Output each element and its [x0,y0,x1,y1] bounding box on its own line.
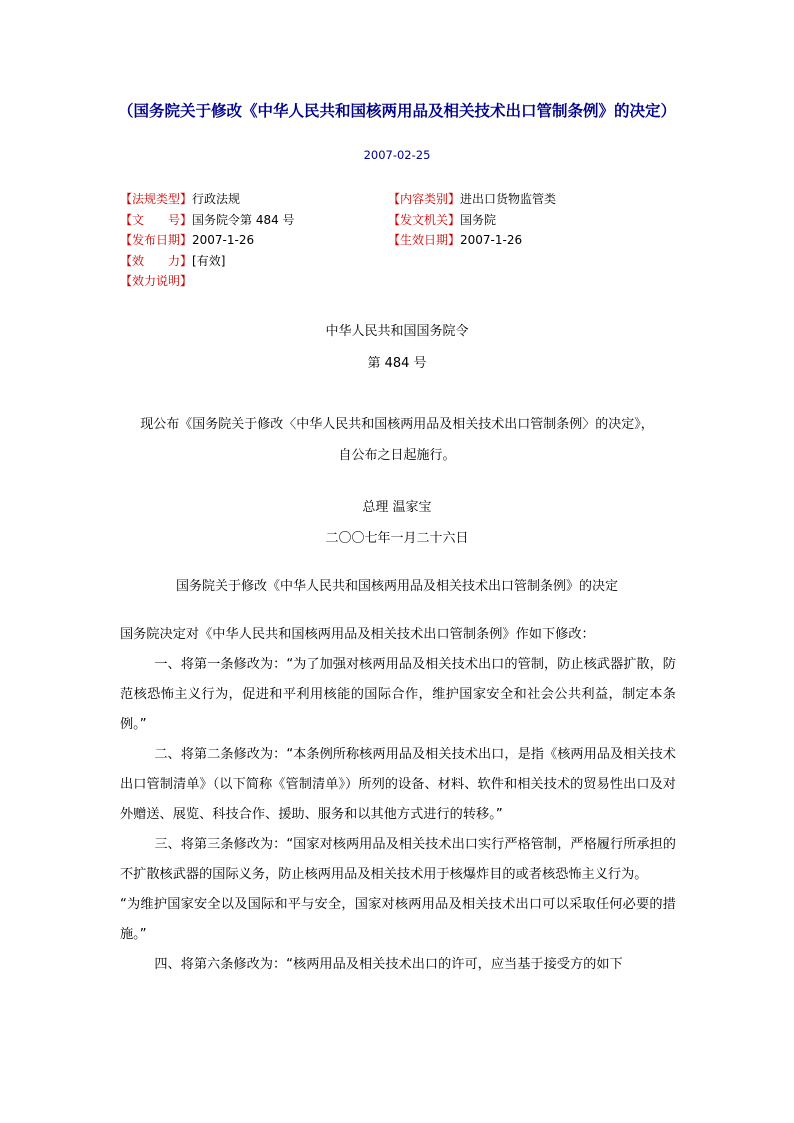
meta-value: 2007-1-26 [460,233,523,248]
amendment-item-3-continued: “为维护国家安全以及国际和平与安全，国家对核两用品及相关技术出口可以采取任何必要的措施。” [120,897,676,942]
meta-label: 【内容类别】 [388,192,461,206]
signature: 总理 温家宝 [362,500,432,515]
meta-label: 【发布日期】 [120,233,193,248]
decision-body [120,620,676,980]
meta-row [120,230,680,251]
meta-label: 【发文机关】 [388,212,461,227]
signature-date: 二〇〇七年一月二十六日 [325,531,469,546]
meta-law-type [120,189,388,210]
meta-value: 国务院 [460,212,497,227]
decision-title: 国务院关于修改《中华人民共和国核两用品及相关技术出口管制条例》的决定 [175,579,618,594]
document-date: 2007-02-25 [363,148,431,162]
amendment-item-3: 三、将第三条修改为：“国家对核两用品及相关技术出口实行严格管制，严格履行所承担的不扩散核武器的国际义务，防止核两用品及相关技术用于核爆炸目的或者核恐怖主义行为。 [120,837,676,882]
amendment-item-4: 四、将第六条修改为：“核两用品及相关技术出口的许可，应当基于接受方的如下 [154,957,623,972]
decision-intro: 国务院决定对《中华人民共和国核两用品及相关技术出口管制条例》作如下修改： [120,627,595,642]
meta-issuing-authority [388,210,496,231]
meta-value: 国务院令第 484 号 [192,212,295,227]
meta-row [120,189,680,210]
meta-row [120,271,680,292]
order-heading: 中华人民共和国国务院令 [325,324,469,339]
meta-doc-number [120,210,388,231]
meta-row [120,251,680,272]
meta-label: 【效力说明】 [120,274,193,289]
meta-publish-date [120,230,388,251]
amendment-item-2: 二、将第二条修改为：“本条例所称核两用品及相关技术出口，是指《核两用品及相关技术出口管制清单》（以下简称《管制清单》）所列的设备、材料、软件和相关技术的贸易性出口及对外赠送、展览、科技合作、援助、服务和以其他方式进行的转移。” [120,747,676,822]
meta-validity-note [120,271,388,292]
meta-value: [有效] [192,253,226,268]
meta-value: 行政法规 [192,192,241,206]
promulgation-line-1: 现公布《国务院关于修改〈中华人民共和国核两用品及相关技术出口管制条例〉的决定》， [140,417,654,432]
order-number: 第 484 号 [367,356,427,371]
meta-value: 2007-1-26 [192,233,255,248]
metadata-block [120,189,680,292]
document-title: （国务院关于修改《中华人民共和国核两用品及相关技术出口管制条例》的决定） [117,102,676,120]
meta-label: 【法规类型】 [120,192,193,206]
amendment-item-1: 一、将第一条修改为：“为了加强对核两用品及相关技术出口的管制，防止核武器扩散，防范核恐怖主义行为，促进和平利用核能的国际合作，维护国家安全和社会公共利益，制定本条例。” [120,657,676,732]
meta-label: 【效 力】 [120,253,193,268]
meta-label: 【生效日期】 [388,233,461,248]
meta-validity [120,251,388,272]
meta-content-category [388,189,556,210]
meta-row [120,210,680,231]
meta-value: 进出口货物监管类 [460,192,557,206]
meta-effective-date [388,230,522,251]
meta-label: 【文 号】 [120,212,193,227]
promulgation-line-2: 自公布之日起施行。 [338,448,456,463]
